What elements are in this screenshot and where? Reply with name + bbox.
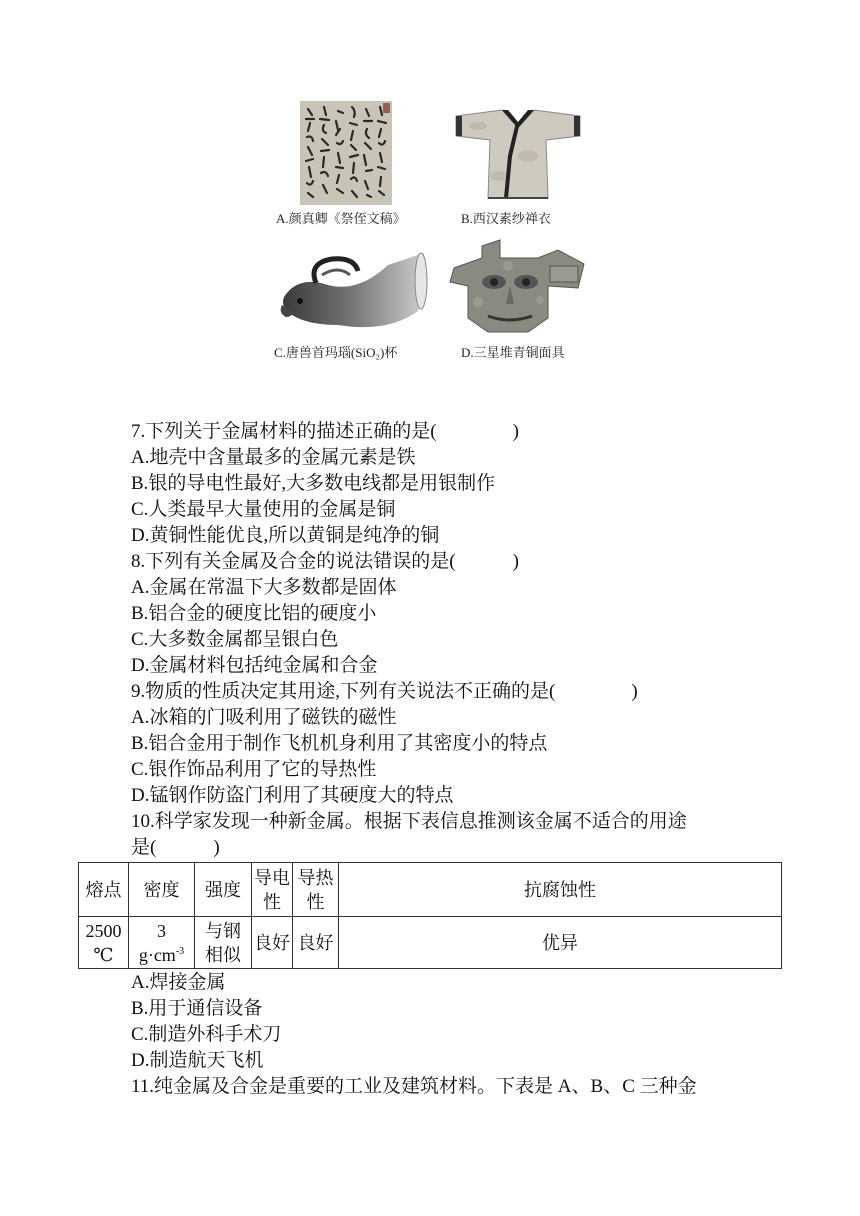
q8-option-d: D.金属材料包括纯金属和合金 <box>131 655 378 676</box>
q7-option-c: C.人类最早大量使用的金属是铜 <box>131 499 396 520</box>
header-density: 密度 <box>129 863 195 917</box>
q10-option-b: B.用于通信设备 <box>131 998 263 1019</box>
calligraphy-image <box>300 101 392 205</box>
table-header-row <box>79 863 782 917</box>
cell-thermal-conductivity: 良好 <box>293 917 339 969</box>
density-unit-base: g·cm <box>138 944 176 965</box>
q10-option-a: A.焊接金属 <box>131 972 226 993</box>
q7-option-d: D.黄铜性能优良,所以黄铜是纯净的铜 <box>131 525 440 546</box>
header-thermal-conductivity: 导热性 <box>293 863 339 917</box>
q7-stem: 7.下列关于金属材料的描述正确的是( ) <box>131 421 519 442</box>
q11-stem: 11.纯金属及合金是重要的工业及建筑材料。下表是 A、B、C 三种金 <box>131 1076 697 1097</box>
q10-option-c: C.制造外科手术刀 <box>131 1024 282 1045</box>
cell-electric-conductivity: 良好 <box>252 917 293 969</box>
q8-stem: 8.下列有关金属及合金的说法错误的是( ) <box>131 551 519 572</box>
header-electric-conductivity: 导电性 <box>252 863 293 917</box>
header-melting-point: 熔点 <box>79 863 129 917</box>
figure-b-caption: B.西汉素纱禅衣 <box>461 211 551 226</box>
q8-option-a: A.金属在常温下大多数都是固体 <box>131 577 397 598</box>
q9-option-a: A.冰箱的门吸利用了磁铁的磁性 <box>131 707 397 728</box>
cell-melting-point <box>79 917 129 969</box>
density-unit <box>131 943 192 967</box>
silk-robe-image <box>448 106 588 202</box>
bronze-mask-image <box>448 238 588 334</box>
cell-strength: 与钢相似 <box>195 917 252 969</box>
table-row <box>79 917 782 969</box>
figure-c-caption: C.唐兽首玛瑙(SiO₂)杯 <box>274 345 398 360</box>
q10-stem-cont: 是( ) <box>131 837 220 858</box>
q8-option-c: C.大多数金属都呈银白色 <box>131 629 339 650</box>
header-strength: 强度 <box>195 863 252 917</box>
metal-properties-table <box>78 862 782 969</box>
figure-a-caption: A.颜真卿《祭侄文稿》 <box>276 211 406 226</box>
q8-option-b: B.铝合金的硬度比铝的硬度小 <box>131 603 377 624</box>
q9-option-b: B.铝合金用于制作飞机机身利用了其密度小的特点 <box>131 733 548 754</box>
q9-stem: 9.物质的性质决定其用途,下列有关说法不正确的是( ) <box>131 681 638 702</box>
density-unit-exponent: -3 <box>175 945 185 957</box>
density-value: 3 <box>157 920 166 941</box>
q7-option-a: A.地壳中含量最多的金属元素是铁 <box>131 447 416 468</box>
melting-value: 2500 <box>85 920 122 941</box>
q10-stem: 10.科学家发现一种新金属。根据下表信息推测该金属不适合的用途 <box>131 811 687 832</box>
figure-d-caption: D.三星堆青铜面具 <box>461 345 565 360</box>
q9-option-c: C.银作饰品利用了它的导热性 <box>131 759 377 780</box>
header-corrosion-resistance: 抗腐蚀性 <box>339 863 782 917</box>
cell-density <box>129 917 195 969</box>
melting-unit: ℃ <box>93 944 114 965</box>
q7-option-b: B.银的导电性最好,大多数电线都是用银制作 <box>131 473 496 494</box>
agate-cup-image <box>278 245 428 333</box>
q9-option-d: D.锰钢作防盗门利用了其硬度大的特点 <box>131 785 454 806</box>
cell-corrosion-resistance: 优异 <box>339 917 782 969</box>
q10-option-d: D.制造航天飞机 <box>131 1050 264 1071</box>
